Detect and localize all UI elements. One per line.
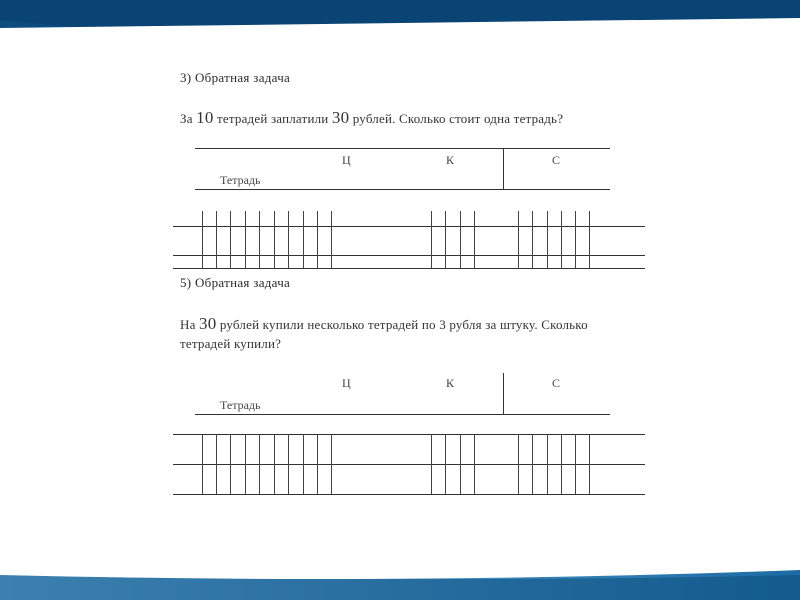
section1-heading: 3) Обратная задача	[180, 70, 291, 85]
problem-number: 30	[199, 314, 217, 333]
section2-heading: 5) Обратная задача	[180, 275, 291, 290]
column-price: Ц	[342, 153, 351, 167]
grid-vertical-rule	[589, 211, 590, 269]
grid-vertical-rule	[532, 211, 533, 269]
problem-text-suffix: рублей. Сколько стоит одна тетрадь?	[349, 111, 564, 126]
grid-vertical-rule	[460, 434, 461, 494]
grid-vertical-rule	[331, 434, 332, 494]
row-label-notebook: Тетрадь	[220, 398, 261, 412]
table-bottom-rule	[195, 414, 610, 415]
grid-vertical-rule	[216, 434, 217, 494]
grid-vertical-rule	[460, 211, 461, 269]
problem-text-suffix: рублей купили несколько тетрадей по 3 рубля за штуку. Сколько	[216, 317, 588, 332]
column-price: Ц	[342, 376, 351, 390]
grid-vertical-rule	[532, 434, 533, 494]
grid-vertical-rule	[288, 211, 289, 269]
section2-problem-line1	[180, 314, 588, 334]
grid-vertical-rule	[431, 211, 432, 269]
column-count: К	[446, 376, 455, 390]
grid-vertical-rule	[561, 434, 562, 494]
grid-vertical-rule	[575, 211, 576, 269]
grid-vertical-rule	[303, 434, 304, 494]
grid-vertical-rule	[317, 211, 318, 269]
problem-number: 10	[196, 108, 214, 127]
problem-text-prefix: На	[180, 317, 200, 332]
grid-vertical-rule	[445, 211, 446, 269]
grid-vertical-rule	[245, 211, 246, 269]
section2-problem-line2: тетрадей купили?	[180, 336, 282, 351]
grid-vertical-rule	[259, 434, 260, 494]
grid-vertical-rule	[274, 434, 275, 494]
table-column-divider	[503, 148, 504, 190]
column-cost: С	[552, 153, 561, 167]
grid-horizontal-rule	[173, 494, 645, 495]
problem-text-mid: тетрадей заплатили	[213, 111, 332, 126]
grid-vertical-rule	[575, 434, 576, 494]
grid-vertical-rule	[547, 211, 548, 269]
grid-vertical-rule	[474, 434, 475, 494]
grid-vertical-rule	[445, 434, 446, 494]
grid-vertical-rule	[274, 211, 275, 269]
table-bottom-rule	[195, 189, 610, 190]
grid-vertical-rule	[547, 434, 548, 494]
grid-vertical-rule	[202, 434, 203, 494]
grid-vertical-rule	[518, 211, 519, 269]
column-count: К	[446, 153, 455, 167]
grid-vertical-rule	[288, 434, 289, 494]
section1-problem	[180, 108, 563, 128]
grid-vertical-rule	[216, 211, 217, 269]
row-label-notebook: Тетрадь	[220, 173, 261, 187]
grid-vertical-rule	[561, 211, 562, 269]
grid-vertical-rule	[230, 211, 231, 269]
grid-vertical-rule	[474, 211, 475, 269]
grid-vertical-rule	[303, 211, 304, 269]
column-cost: С	[552, 376, 561, 390]
problem-number: 30	[331, 108, 350, 127]
grid-vertical-rule	[230, 434, 231, 494]
grid-vertical-rule	[518, 434, 519, 494]
grid-vertical-rule	[202, 211, 203, 269]
grid-vertical-rule	[589, 434, 590, 494]
grid-vertical-rule	[245, 434, 246, 494]
grid-vertical-rule	[259, 211, 260, 269]
grid-vertical-rule	[331, 211, 332, 269]
table-column-divider	[503, 373, 504, 414]
table-top-rule	[195, 148, 610, 149]
grid-vertical-rule	[317, 434, 318, 494]
problem-text-prefix: За	[180, 111, 197, 126]
grid-vertical-rule	[431, 434, 432, 494]
